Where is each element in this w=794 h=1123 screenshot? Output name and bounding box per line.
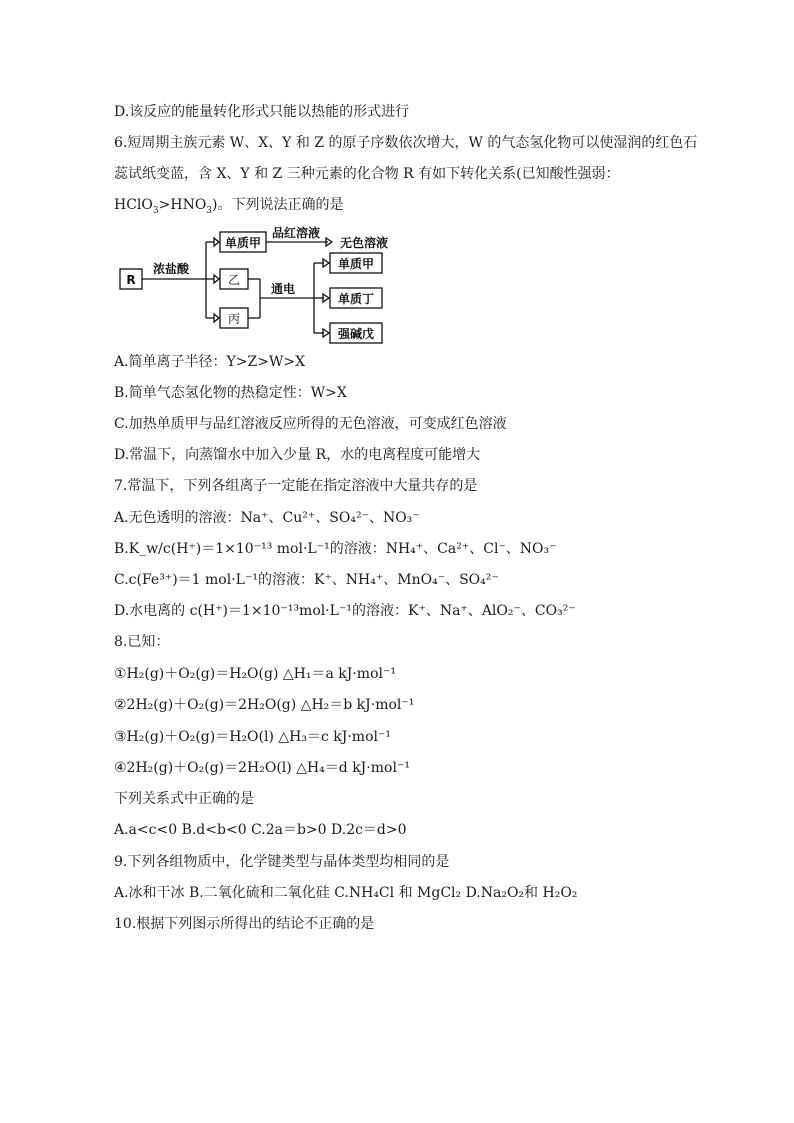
q6-option-a: A.简单离子半径：Y>Z>W>X bbox=[114, 354, 306, 370]
q8-equation-3: ③H₂(g)＋O₂(g)＝H₂O(l) △H₃＝c kJ·mol⁻¹ bbox=[114, 729, 391, 745]
label-out2: 单质丁 bbox=[337, 292, 375, 306]
q9-stem: 9.下列各组物质中，化学键类型与晶体类型均相同的是 bbox=[114, 854, 450, 870]
q6-stem-line1: 6.短周期主族元素 W、X、Y 和 Z 的原子序数依次增大，W 的气态氢化物可以使湿润的红色石 bbox=[114, 135, 698, 151]
label-tongdian: 通电 bbox=[270, 282, 296, 296]
q9-options: A.冰和干冰 B.二氧化硫和二氧化硅 C.NH₄Cl 和 MgCl₂ D.Na₂O₂和 H₂O₂ bbox=[114, 885, 578, 901]
q6-stem-line2: 蕊试纸变蓝，含 X、Y 和 Z 三种元素的化合物 R 有如下转化关系(已知酸性强弱： bbox=[114, 166, 620, 182]
label-jia: 单质甲 bbox=[224, 236, 262, 250]
label-yi: 乙 bbox=[227, 273, 241, 287]
q8-ask: 下列关系式中正确的是 bbox=[114, 791, 254, 807]
q8-equation-4: ④2H₂(g)＋O₂(g)＝2H₂O(l) △H₄＝d kJ·mol⁻¹ bbox=[114, 760, 410, 776]
q6-option-b: B.简单气态氢化物的热稳定性：W>X bbox=[114, 385, 347, 401]
q6-option-d: D.常温下，向蒸馏水中加入少量 R，水的电离程度可能增大 bbox=[114, 447, 481, 463]
q8-equation-2: ②2H₂(g)＋O₂(g)＝2H₂O(g) △H₂＝b kJ·mol⁻¹ bbox=[114, 697, 415, 713]
label-conc-hcl: 浓盐酸 bbox=[152, 262, 190, 276]
label-pinhong: 品红溶液 bbox=[271, 226, 321, 240]
q10-stem: 10.根据下列图示所得出的结论不正确的是 bbox=[114, 916, 375, 932]
q8-equation-1: ①H₂(g)＋O₂(g)＝H₂O(g) △H₁＝a kJ·mol⁻¹ bbox=[114, 666, 396, 682]
label-wuse: 无色溶液 bbox=[339, 236, 389, 250]
q5-option-d: D.该反应的能量转化形式只能以热能的形式进行 bbox=[114, 104, 410, 120]
label-out3: 强碱戊 bbox=[337, 327, 375, 341]
q7-option-d: D.水电离的 c(H⁺)＝1×10⁻¹³mol·L⁻¹的溶液：K⁺、Na⁺、AlO₂⁻、CO₃²⁻ bbox=[114, 603, 576, 619]
q8-stem: 8.已知： bbox=[114, 634, 170, 650]
q6-stem-line3: $HClO_3>HNO_3$)。下列说法正确的是 bbox=[114, 197, 344, 216]
q6-option-c: C.加热单质甲与品红溶液反应所得的无色溶液，可变成红色溶液 bbox=[114, 416, 507, 432]
q7-option-c: C.c(Fe³⁺)＝1 mol·L⁻¹的溶液：K⁺、NH₄⁺、MnO₄⁻、SO₄²⁻ bbox=[114, 572, 499, 588]
transformation-diagram bbox=[114, 226, 414, 348]
q7-stem: 7.常温下，下列各组离子一定能在指定溶液中大量共存的是 bbox=[114, 478, 478, 494]
label-bing: 丙 bbox=[227, 312, 241, 326]
label-r: R bbox=[126, 273, 136, 287]
label-out1: 单质甲 bbox=[337, 257, 375, 271]
q8-options: A.a<c<0 B.d<b<0 C.2a＝b>0 D.2c＝d>0 bbox=[114, 822, 407, 838]
q7-option-a: A.无色透明的溶液：Na⁺、Cu²⁺、SO₄²⁻、NO₃⁻ bbox=[114, 510, 420, 526]
q7-option-b: B.K_w/c(H⁺)＝1×10⁻¹³ mol·L⁻¹的溶液：NH₄⁺、Ca²⁺、Cl⁻、NO₃⁻ bbox=[114, 541, 557, 557]
